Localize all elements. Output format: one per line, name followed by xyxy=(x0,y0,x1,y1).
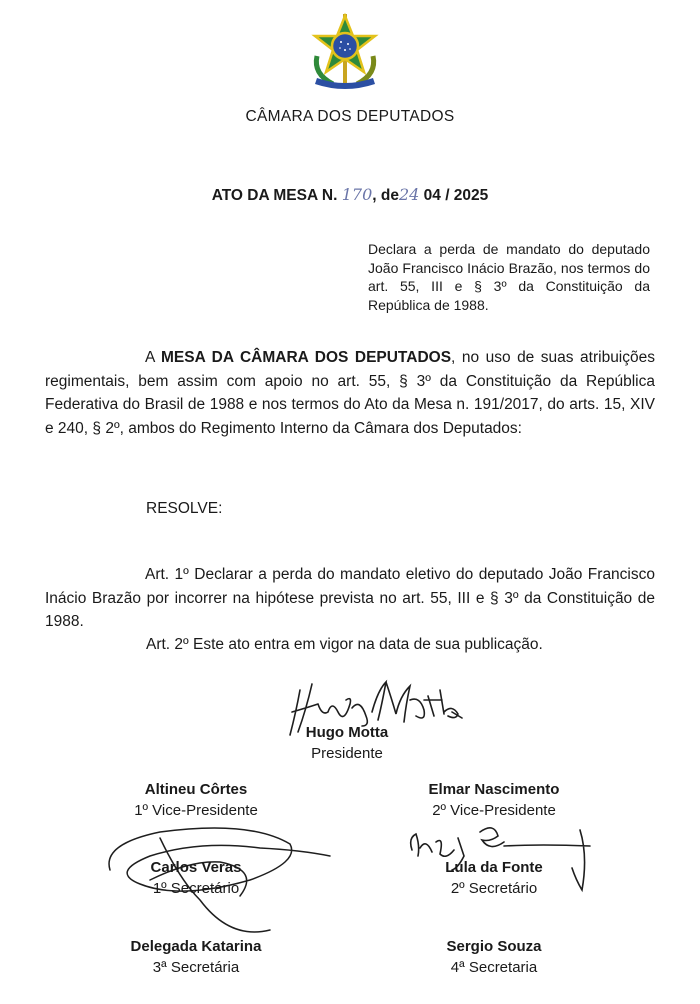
act-number-handwritten: 170 xyxy=(341,185,373,204)
ementa-summary: Declara a perda de mandato do deputado João Francisco Inácio Brazão, nos termos do art. 55, III e § 3º da Constituição da República de 1988. xyxy=(368,241,650,313)
preamble-paragraph xyxy=(45,346,655,440)
chamber-name: CÂMARA DOS DEPUTADOS xyxy=(245,108,455,125)
act-comma-de: , de xyxy=(372,187,399,204)
article-1-text: Art. 1º Declarar a perda do mandato eletivo do deputado João Francisco Inácio Brazão por incorrer na hipótese prevista no art. 55, III e § 3º da Constituição de 1988. xyxy=(45,566,655,630)
article-1 xyxy=(45,563,655,634)
first-vice-president-block xyxy=(66,779,326,821)
third-secretary-block xyxy=(66,936,326,978)
second-vp-name: Elmar Nascimento xyxy=(428,781,560,798)
act-title xyxy=(0,185,700,205)
preamble-mesa: MESA DA CÂMARA DOS DEPUTADOS xyxy=(160,349,452,366)
second-sec-role: 2º Secretário xyxy=(450,880,538,897)
second-secretary-block xyxy=(364,857,624,899)
third-sec-role: 3ª Secretária xyxy=(152,959,240,976)
president-role: Presidente xyxy=(311,745,383,762)
second-vp-role: 2º Vice-Presidente xyxy=(432,802,556,819)
fourth-secretary-block xyxy=(364,936,624,978)
third-sec-name: Delegada Katarina xyxy=(130,938,262,955)
second-vice-president-block xyxy=(364,779,624,821)
fourth-sec-name: Sergio Souza xyxy=(446,938,542,955)
act-prefix: ATO DA MESA N. xyxy=(211,187,338,204)
preamble-rest: , no uso de suas atribuições regimentais, bem assim com apoio no art. 55, § 3º da Constituição da República Federativa do Brasil de 1988 e nos termos do Ato da Mesa n. 191/2017, do arts. 15, XIV e 240, § 2º, ambos do Regimento Interno da Câmara dos Deputados: xyxy=(45,349,655,437)
president-block xyxy=(217,722,477,764)
coat-of-arms-emblem xyxy=(303,12,387,92)
president-name: Hugo Motta xyxy=(305,724,389,741)
fourth-sec-role: 4ª Secretaria xyxy=(450,959,538,976)
first-vp-name: Altineu Côrtes xyxy=(144,781,248,798)
second-sec-name: Lula da Fonte xyxy=(445,859,543,876)
preamble-lead: A xyxy=(145,349,161,366)
first-sec-name: Carlos Veras xyxy=(150,859,242,876)
first-secretary-block xyxy=(66,857,326,899)
act-month-year: 04 / 2025 xyxy=(419,187,489,204)
act-day-handwritten: 24 xyxy=(398,185,420,204)
article-2: Art. 2º Este ato entra em vigor na data de sua publicação. xyxy=(146,636,543,653)
first-vp-role: 1º Vice-Presidente xyxy=(134,802,258,819)
first-sec-role: 1º Secretário xyxy=(152,880,240,897)
resolve-heading: RESOLVE: xyxy=(146,500,223,517)
